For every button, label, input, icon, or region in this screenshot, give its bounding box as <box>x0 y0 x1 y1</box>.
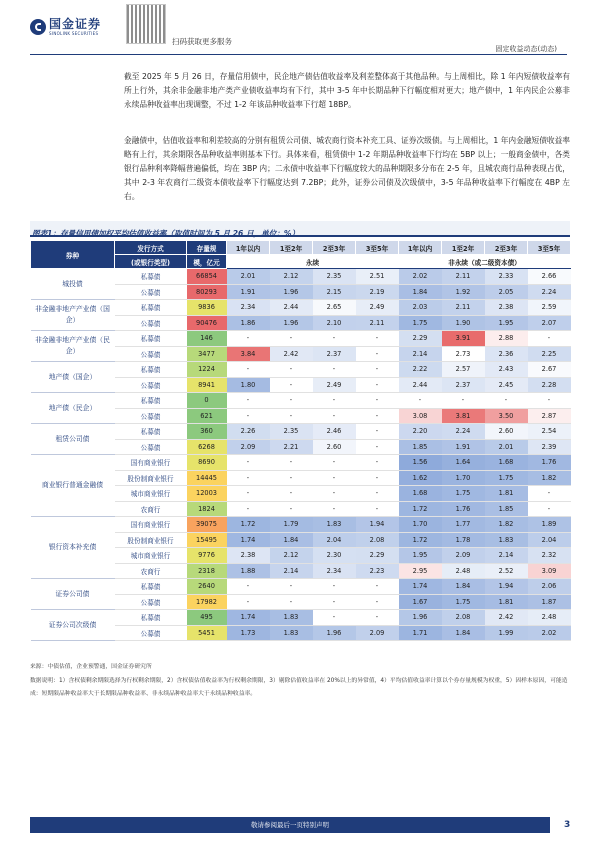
yield-cell: - <box>356 408 399 424</box>
yield-cell: 1.73 <box>227 625 270 641</box>
yield-cell: 2.87 <box>528 408 571 424</box>
yield-cell: 2.37 <box>442 377 485 393</box>
category-cell: 银行资本补充债 <box>31 517 115 579</box>
yield-cell: - <box>270 377 313 393</box>
yield-cell: - <box>227 470 270 486</box>
yield-cell: 2.34 <box>227 300 270 316</box>
yield-cell: 2.45 <box>485 377 528 393</box>
yield-cell: 1.94 <box>485 579 528 595</box>
yield-cell: - <box>528 501 571 517</box>
yield-cell: 2.24 <box>528 284 571 300</box>
yield-cell: 2.01 <box>485 439 528 455</box>
yield-cell: - <box>313 501 356 517</box>
table-title <box>30 221 570 237</box>
yield-cell: - <box>227 393 270 409</box>
stock-cell: 66854 <box>187 269 227 285</box>
yield-cell: - <box>270 501 313 517</box>
yield-cell: 2.12 <box>270 548 313 564</box>
yield-cell: - <box>270 362 313 378</box>
yield-cell: 2.48 <box>528 610 571 626</box>
yield-cell: - <box>270 594 313 610</box>
yield-cell: 2.73 <box>442 346 485 362</box>
category-cell: 证券公司次级债 <box>31 610 115 641</box>
yield-cell: 1.83 <box>270 625 313 641</box>
yield-cell: 2.48 <box>442 563 485 579</box>
yield-cell: 1.72 <box>399 501 442 517</box>
yield-cell: 1.96 <box>270 284 313 300</box>
yield-cell: 3.81 <box>442 408 485 424</box>
yield-cell: - <box>270 393 313 409</box>
yield-cell: 2.60 <box>485 424 528 440</box>
yield-cell: 1.89 <box>528 517 571 533</box>
issue-type-cell: 农商行 <box>115 563 187 579</box>
yield-cell: 1.96 <box>313 625 356 641</box>
yield-cell: 2.52 <box>485 563 528 579</box>
yield-cell: 1.86 <box>227 315 270 331</box>
yield-cell: 2.57 <box>442 362 485 378</box>
yield-cell: 2.51 <box>356 269 399 285</box>
yield-cell: - <box>356 346 399 362</box>
yield-cell: 1.83 <box>485 532 528 548</box>
yield-cell: - <box>313 362 356 378</box>
yield-cell: 2.01 <box>227 269 270 285</box>
yield-cell: - <box>227 362 270 378</box>
yield-table <box>30 240 571 641</box>
header-stock: 存量规 <box>187 241 227 255</box>
yield-cell: - <box>270 486 313 502</box>
yield-cell: - <box>270 455 313 471</box>
yield-cell: - <box>356 331 399 347</box>
yield-cell: - <box>399 393 442 409</box>
yield-cell: 1.83 <box>270 610 313 626</box>
stock-cell: 3477 <box>187 346 227 362</box>
term-header: 1至2年 <box>442 241 485 255</box>
yield-cell: - <box>356 470 399 486</box>
yield-cell: 1.68 <box>485 455 528 471</box>
table-row <box>31 579 571 595</box>
stock-cell: 8690 <box>187 455 227 471</box>
yield-cell: 1.87 <box>528 594 571 610</box>
yield-cell: 2.30 <box>313 548 356 564</box>
yield-cell: 2.04 <box>528 532 571 548</box>
yield-cell: 2.02 <box>528 625 571 641</box>
issue-type-cell: 公募债 <box>115 377 187 393</box>
stock-cell: 6268 <box>187 439 227 455</box>
yield-cell: 2.09 <box>227 439 270 455</box>
stock-cell: 360 <box>187 424 227 440</box>
yield-cell: - <box>313 610 356 626</box>
category-cell: 城投债 <box>31 269 115 300</box>
yield-cell: 2.44 <box>270 300 313 316</box>
category-cell: 地产债（国企） <box>31 362 115 393</box>
stock-cell: 621 <box>187 408 227 424</box>
yield-cell: - <box>227 408 270 424</box>
yield-cell: 2.24 <box>442 424 485 440</box>
stock-cell: 495 <box>187 610 227 626</box>
yield-cell: 1.76 <box>442 501 485 517</box>
yield-cell: - <box>313 393 356 409</box>
yield-cell: 2.49 <box>356 300 399 316</box>
stock-cell: 80293 <box>187 284 227 300</box>
stock-cell: 1824 <box>187 501 227 517</box>
issue-type-cell: 私募债 <box>115 610 187 626</box>
table-row <box>31 269 571 285</box>
yield-cell: - <box>313 594 356 610</box>
yield-cell: 2.26 <box>227 424 270 440</box>
table-row <box>31 517 571 533</box>
term-header: 1年以内 <box>227 241 270 255</box>
yield-cell: 2.28 <box>528 377 571 393</box>
yield-cell: 2.42 <box>485 610 528 626</box>
table-row <box>31 393 571 409</box>
yield-cell: 2.21 <box>270 439 313 455</box>
table-row <box>31 424 571 440</box>
yield-cell: 1.68 <box>399 486 442 502</box>
yield-cell: 1.72 <box>227 517 270 533</box>
yield-cell: 1.88 <box>227 563 270 579</box>
yield-cell: 2.23 <box>356 563 399 579</box>
yield-cell: 2.09 <box>442 548 485 564</box>
yield-cell: - <box>356 393 399 409</box>
yield-cell: 1.99 <box>485 625 528 641</box>
yield-cell: 1.81 <box>485 486 528 502</box>
issue-type-cell: 私募债 <box>115 362 187 378</box>
yield-cell: 2.12 <box>270 269 313 285</box>
yield-cell: 2.34 <box>313 563 356 579</box>
yield-cell: 1.76 <box>528 455 571 471</box>
yield-cell: - <box>227 331 270 347</box>
stock-cell: 90476 <box>187 315 227 331</box>
yield-cell: - <box>356 424 399 440</box>
source-note: 来源：中债估值，企业预警通，国金证券研究所 <box>30 664 152 670</box>
yield-cell: 2.43 <box>485 362 528 378</box>
yield-cell: 1.96 <box>399 610 442 626</box>
issue-type-cell: 公募债 <box>115 594 187 610</box>
category-cell: 证券公司债 <box>31 579 115 610</box>
yield-cell: - <box>485 393 528 409</box>
issue-type-cell: 公募债 <box>115 346 187 362</box>
yield-cell: - <box>356 439 399 455</box>
yield-cell: 2.49 <box>313 377 356 393</box>
issue-type-cell: 国有商业银行 <box>115 517 187 533</box>
yield-cell: 2.67 <box>528 362 571 378</box>
yield-cell: 1.91 <box>442 439 485 455</box>
category-cell: 商业银行普通金融债 <box>31 455 115 517</box>
yield-cell: 2.37 <box>313 346 356 362</box>
yield-cell: 3.50 <box>485 408 528 424</box>
yield-cell: 2.35 <box>270 424 313 440</box>
yield-cell: 2.88 <box>485 331 528 347</box>
yield-cell: 1.79 <box>270 517 313 533</box>
yield-cell: 1.82 <box>528 470 571 486</box>
stock-cell: 5451 <box>187 625 227 641</box>
yield-cell: - <box>227 455 270 471</box>
yield-cell: - <box>270 470 313 486</box>
yield-cell: 1.81 <box>485 594 528 610</box>
term-header: 3至5年 <box>356 241 399 255</box>
yield-cell: 2.03 <box>399 300 442 316</box>
yield-cell: 1.75 <box>442 594 485 610</box>
yield-cell: 1.72 <box>399 532 442 548</box>
yield-cell: 2.38 <box>485 300 528 316</box>
stock-cell: 12003 <box>187 486 227 502</box>
issue-type-cell: 私募债 <box>115 300 187 316</box>
logo-icon <box>30 19 46 35</box>
yield-cell: 1.74 <box>399 579 442 595</box>
stock-cell: 9776 <box>187 548 227 564</box>
term-header: 1年以内 <box>399 241 442 255</box>
table-title-text: 图表1：存量信用债加权平均估值收益率（取值时间为 5 月 26 日，单位：%） <box>32 229 300 238</box>
yield-cell: 1.62 <box>399 470 442 486</box>
issue-type-cell: 私募债 <box>115 269 187 285</box>
yield-cell: - <box>356 594 399 610</box>
yield-cell: 2.54 <box>528 424 571 440</box>
footer-bar <box>30 817 550 833</box>
table-row <box>31 455 571 471</box>
yield-cell: 3.84 <box>227 346 270 362</box>
stock-cell: 15495 <box>187 532 227 548</box>
yield-cell: 2.08 <box>356 532 399 548</box>
yield-cell: 1.96 <box>270 315 313 331</box>
group-perpetual: 永续 <box>227 255 399 269</box>
yield-cell: 1.56 <box>399 455 442 471</box>
yield-cell: - <box>313 470 356 486</box>
paragraph-2: 金融债中，估值收益率和利差较高的分别有租赁公司债、城农商行资本补充工具、证券次级债。与上周相比，1 年内金融短债收益率略有上行，其余期限各品种收益率则基本下行。具体来看，租赁债中 1-2 年期品种收益率下行均在 5BP 以上；一般商金债中，各类银行品种利率降幅普遍偏低，均在 3BP 内；二永债中收益率下行幅度较大的品种期限多分布在 2-5 年，且城农商行品种表现占优，其中 2-3 年农商行二级资本债收益率下行幅度达到 7.2BP；此外，证券公司债及次级债中，3-5 年品种收益率下行幅度在 4BP 左右。 <box>124 136 570 201</box>
yield-cell: 1.85 <box>485 501 528 517</box>
term-header: 1至2年 <box>270 241 313 255</box>
yield-cell: - <box>528 486 571 502</box>
stock-cell: 2640 <box>187 579 227 595</box>
yield-cell: 2.05 <box>485 284 528 300</box>
yield-cell: 2.07 <box>528 315 571 331</box>
category-cell: 租赁公司债 <box>31 424 115 455</box>
yield-cell: 1.74 <box>227 532 270 548</box>
header-type: 券种 <box>31 241 115 269</box>
term-header: 2至3年 <box>313 241 356 255</box>
yield-cell: 2.06 <box>528 579 571 595</box>
page-number: 3 <box>564 820 571 830</box>
yield-cell: - <box>356 610 399 626</box>
yield-cell: 2.35 <box>313 269 356 285</box>
yield-cell: - <box>270 408 313 424</box>
term-header: 3至5年 <box>528 241 571 255</box>
yield-cell: 1.78 <box>442 532 485 548</box>
term-header: 2至3年 <box>485 241 528 255</box>
qr-code-icon <box>126 4 166 44</box>
yield-cell: - <box>442 393 485 409</box>
yield-cell: 2.60 <box>313 439 356 455</box>
yield-cell: 2.19 <box>356 284 399 300</box>
table-row <box>31 300 571 316</box>
yield-cell: 1.75 <box>399 315 442 331</box>
issue-type-cell: 私募债 <box>115 331 187 347</box>
yield-cell: 2.14 <box>485 548 528 564</box>
yield-cell: 1.75 <box>442 486 485 502</box>
yield-cell: 1.94 <box>356 517 399 533</box>
yield-cell: 2.14 <box>270 563 313 579</box>
yield-cell: 2.59 <box>528 300 571 316</box>
yield-cell: 1.95 <box>485 315 528 331</box>
yield-cell: - <box>528 331 571 347</box>
yield-cell: - <box>227 579 270 595</box>
yield-cell: 2.65 <box>313 300 356 316</box>
yield-cell: 1.84 <box>399 284 442 300</box>
footer-disclaimer: 敬请参阅最后一页特别声明 <box>251 821 329 829</box>
yield-cell: 2.25 <box>528 346 571 362</box>
issue-type-cell: 股份制商业银行 <box>115 532 187 548</box>
paragraph-1: 截至 2025 年 5 月 26 日，存量信用债中，民企地产债估值收益率及利差整体高于其他品种。与上周相比，除 1 年内短债收益率有所上行外，其余非金融非地产类产业债收益率均有下行，其中 3-5 年中长期品种下行幅度相对更大；地产债中，1 年内民企公募非永续品种收益率出现调整，不过 1-2 年该品种收益率下行超 18BP。 <box>124 72 570 109</box>
yield-cell: - <box>227 486 270 502</box>
yield-cell: 3.08 <box>399 408 442 424</box>
yield-cell: 1.77 <box>442 517 485 533</box>
stock-cell: 1224 <box>187 362 227 378</box>
issue-type-cell: 公募债 <box>115 408 187 424</box>
yield-cell: - <box>313 331 356 347</box>
table-row <box>31 610 571 626</box>
yield-cell: 1.84 <box>270 532 313 548</box>
category-cell: 非金融非地产产业债（民企） <box>31 331 115 362</box>
issue-type-cell: 私募债 <box>115 579 187 595</box>
yield-cell: - <box>356 455 399 471</box>
yield-cell: 1.95 <box>399 548 442 564</box>
yield-cell: 2.42 <box>270 346 313 362</box>
header-divider <box>30 54 567 55</box>
category-cell: 非金融非地产产业债（国企） <box>31 300 115 331</box>
yield-cell: 1.90 <box>442 315 485 331</box>
yield-cell: - <box>227 501 270 517</box>
group-non-perpetual: 非永续（或二级资本债） <box>399 255 571 269</box>
header-issue-sub: (或银行类型) <box>115 255 187 269</box>
issue-type-cell: 城市商业银行 <box>115 486 187 502</box>
yield-cell: 1.67 <box>399 594 442 610</box>
table-row <box>31 362 571 378</box>
yield-cell: - <box>356 486 399 502</box>
yield-cell: 2.95 <box>399 563 442 579</box>
yield-cell: 2.36 <box>485 346 528 362</box>
category-cell: 地产债（民企） <box>31 393 115 424</box>
yield-cell: 1.70 <box>442 470 485 486</box>
stock-cell: 39075 <box>187 517 227 533</box>
company-logo <box>30 18 101 36</box>
yield-cell: 3.91 <box>442 331 485 347</box>
report-type: 固定收益动态(动态) <box>495 45 557 53</box>
yield-cell: 2.11 <box>442 300 485 316</box>
yield-cell: 1.84 <box>442 625 485 641</box>
yield-cell: 1.80 <box>227 377 270 393</box>
yield-cell: 2.11 <box>356 315 399 331</box>
yield-cell: 1.92 <box>442 284 485 300</box>
yield-cell: 2.44 <box>399 377 442 393</box>
stock-cell: 9836 <box>187 300 227 316</box>
yield-cell: - <box>356 377 399 393</box>
issue-type-cell: 股份制商业银行 <box>115 470 187 486</box>
yield-cell: 2.66 <box>528 269 571 285</box>
issue-type-cell: 私募债 <box>115 424 187 440</box>
yield-cell: 2.11 <box>442 269 485 285</box>
header-stock-sub: 模，亿元 <box>187 255 227 269</box>
yield-cell: - <box>313 486 356 502</box>
yield-cell: 2.14 <box>399 346 442 362</box>
yield-cell: 2.04 <box>313 532 356 548</box>
yield-cell: 3.09 <box>528 563 571 579</box>
yield-cell: - <box>528 393 571 409</box>
yield-cell: - <box>313 455 356 471</box>
yield-cell: 2.33 <box>485 269 528 285</box>
yield-cell: - <box>313 408 356 424</box>
stock-cell: 14445 <box>187 470 227 486</box>
yield-cell: 1.82 <box>485 517 528 533</box>
yield-cell: - <box>356 501 399 517</box>
yield-cell: 1.74 <box>227 610 270 626</box>
yield-cell: 2.39 <box>528 439 571 455</box>
yield-cell: 1.71 <box>399 625 442 641</box>
yield-cell: 2.22 <box>399 362 442 378</box>
yield-cell: - <box>270 331 313 347</box>
yield-cell: 2.20 <box>399 424 442 440</box>
yield-cell: 2.10 <box>313 315 356 331</box>
yield-cell: 2.29 <box>399 331 442 347</box>
stock-cell: 2318 <box>187 563 227 579</box>
table-row <box>31 331 571 347</box>
yield-cell: 2.02 <box>399 269 442 285</box>
qr-caption: 扫码获取更多服务 <box>172 37 232 46</box>
yield-cell: 1.75 <box>485 470 528 486</box>
issue-type-cell: 公募债 <box>115 625 187 641</box>
yield-cell: 1.64 <box>442 455 485 471</box>
issue-type-cell: 公募债 <box>115 439 187 455</box>
yield-cell: 1.83 <box>313 517 356 533</box>
yield-cell: 2.29 <box>356 548 399 564</box>
page-header <box>0 0 595 52</box>
yield-cell: - <box>356 579 399 595</box>
data-note: 数据说明：1）含权债剩余期限选择为行权剩余期限，2）含权债估值收益率为行权剩余期限，3）剔除估值收益率在 20%以上的异常值，4）平均估值收益率计算以个券存量规模为权重，5）因样本原因，可能造成：短期限品种收益率大于长期限品种收益率、非永续品种收益率大于永续品种收益率。 <box>30 678 568 697</box>
yield-cell: - <box>356 362 399 378</box>
issue-type-cell: 城市商业银行 <box>115 548 187 564</box>
yield-cell: - <box>227 594 270 610</box>
yield-cell: 2.46 <box>313 424 356 440</box>
header-issue: 发行方式 <box>115 241 187 255</box>
yield-cell: 1.91 <box>227 284 270 300</box>
yield-cell: 1.70 <box>399 517 442 533</box>
stock-cell: 0 <box>187 393 227 409</box>
yield-cell: - <box>313 579 356 595</box>
yield-cell: 1.85 <box>399 439 442 455</box>
issue-type-cell: 农商行 <box>115 501 187 517</box>
issue-type-cell: 私募债 <box>115 393 187 409</box>
table-body <box>31 269 571 641</box>
issue-type-cell: 公募债 <box>115 284 187 300</box>
stock-cell: 17982 <box>187 594 227 610</box>
yield-cell: 2.15 <box>313 284 356 300</box>
issue-type-cell: 国有商业银行 <box>115 455 187 471</box>
yield-cell: - <box>270 579 313 595</box>
logo-cn: 国金证券 <box>49 17 102 31</box>
issue-type-cell: 公募债 <box>115 315 187 331</box>
yield-cell: 2.32 <box>528 548 571 564</box>
yield-cell: 2.38 <box>227 548 270 564</box>
yield-cell: 2.09 <box>356 625 399 641</box>
stock-cell: 8941 <box>187 377 227 393</box>
logo-en: SINOLINK SECURITIES <box>49 31 99 36</box>
yield-cell: 2.08 <box>442 610 485 626</box>
stock-cell: 146 <box>187 331 227 347</box>
yield-cell: 1.84 <box>442 579 485 595</box>
